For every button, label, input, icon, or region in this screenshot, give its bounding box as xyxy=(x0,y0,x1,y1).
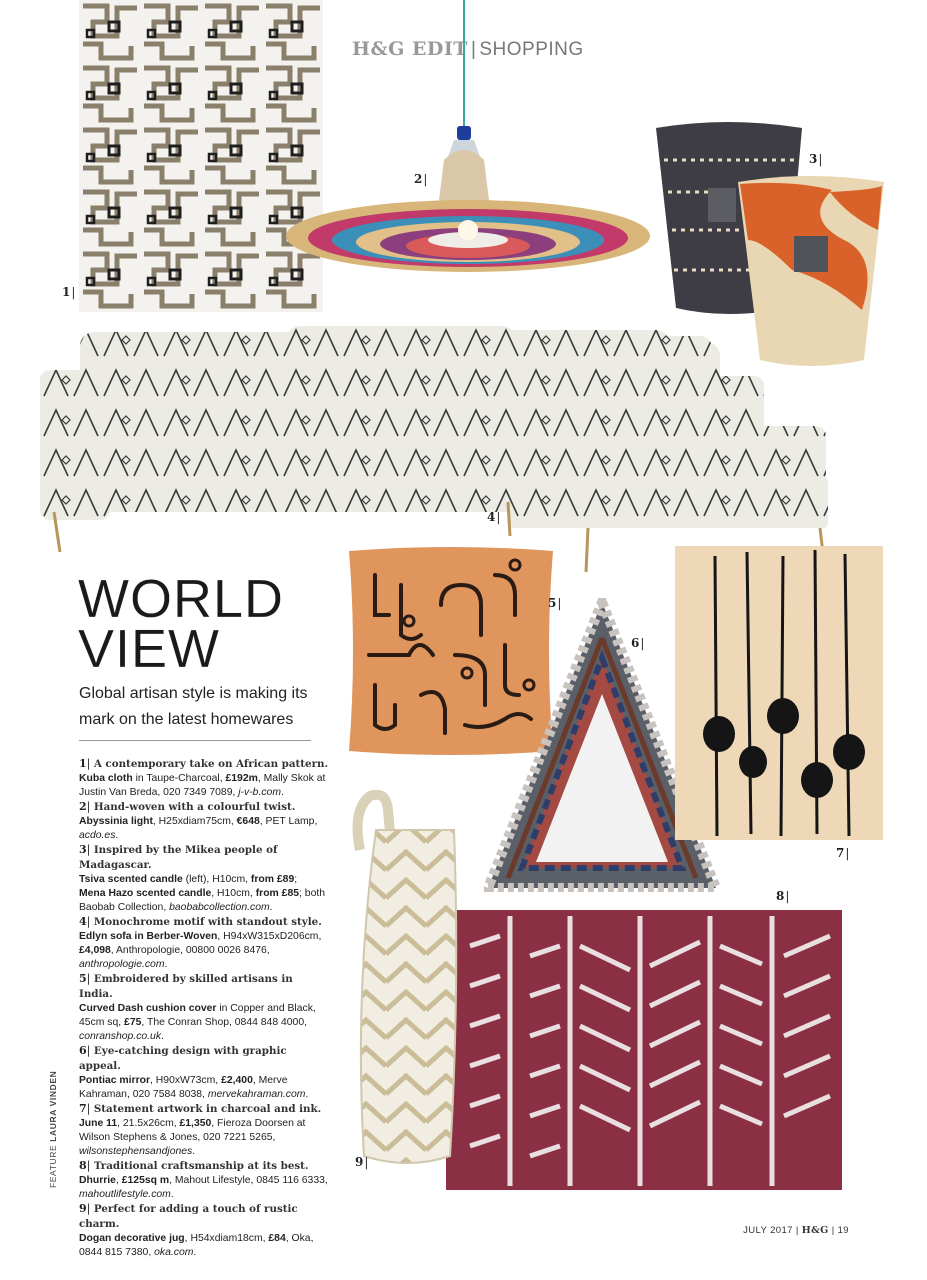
credit-2 xyxy=(79,800,329,843)
credit-detail: , H25xdiam75cm, xyxy=(152,816,237,827)
credit-detail: , Fieroza Doorsen at Wilson Stephens & Jones, 020 7221 5265, xyxy=(79,1118,306,1143)
credit-product: Tsiva scented candle xyxy=(79,874,183,885)
credit-number: 8 | xyxy=(79,1159,94,1172)
standfirst: Global artisan style is making its mark on the latest homewares xyxy=(79,685,308,728)
credit-product: Kuba cloth xyxy=(79,773,133,784)
byline-name: LAURA VINDEN xyxy=(48,1070,58,1142)
product-number-2: 2 | xyxy=(414,172,427,186)
credit-website-link[interactable]: mervekahraman.com xyxy=(207,1089,306,1100)
credit-7 xyxy=(79,1102,329,1159)
credit-detail: , Oka, 0844 815 7380, xyxy=(79,1233,314,1258)
section-title: SHOPPING xyxy=(479,39,584,60)
credit-number: 9 | xyxy=(79,1202,94,1215)
credit-detail: , Merve Kahraman, 020 7584 8038, xyxy=(79,1075,288,1100)
credit-product: June 11 xyxy=(79,1118,118,1129)
credit-detail: ; both Baobab Collection, xyxy=(79,888,326,913)
credit-end: . xyxy=(115,830,119,841)
product-number-6: 6 | xyxy=(631,636,644,650)
credit-headline: A contemporary take on African pattern. xyxy=(93,758,329,770)
credit-headline: Inspired by the Mikea people of Madagascar. xyxy=(79,844,278,871)
credit-detail: in Copper and Black, 45cm sq, xyxy=(79,1003,316,1028)
credit-end: . xyxy=(305,1089,309,1100)
credit-price: €648 xyxy=(236,816,260,827)
credit-end: . xyxy=(269,902,273,913)
credit-number: 4 | xyxy=(79,915,94,928)
credit-price: £125sq m xyxy=(121,1175,170,1186)
dhurrie-rug-image xyxy=(440,906,842,1190)
credit-price: £4,098 xyxy=(79,945,111,956)
credit-end: . xyxy=(193,1247,197,1258)
credit-headline: Traditional craftsmanship at its best. xyxy=(93,1160,309,1172)
credit-website-link[interactable]: acdo.es xyxy=(79,830,116,841)
divider-rule xyxy=(79,740,311,741)
credit-detail: , Mahout Lifestyle, 0845 116 6333, xyxy=(169,1175,328,1186)
product-number-9: 9 | xyxy=(355,1155,368,1169)
credit-detail: in Taupe-Charcoal, xyxy=(132,773,226,784)
credit-5 xyxy=(79,972,329,1044)
product-number-5: 5 | xyxy=(548,596,561,610)
byline-label: FEATURE xyxy=(48,1144,58,1188)
product-number-8: 8 | xyxy=(776,889,789,903)
credit-number: 6 | xyxy=(79,1044,94,1057)
credit-website-link[interactable]: j-v-b.com xyxy=(238,787,281,798)
credit-website-link[interactable]: baobabcollection.com xyxy=(169,902,270,913)
feature-byline xyxy=(48,1071,58,1188)
edlyn-sofa-image xyxy=(40,322,832,576)
credit-end: . xyxy=(280,787,284,798)
credit-4 xyxy=(79,915,329,972)
credit-detail: , Mally Skok at Justin Van Breda, 020 7349 7089, xyxy=(79,773,326,798)
credit-end: . xyxy=(192,1146,196,1157)
credit-detail: , H54xdiam18cm, xyxy=(184,1233,269,1244)
credit-website-link[interactable]: mahoutlifestyle.com xyxy=(79,1189,171,1200)
credit-end: . xyxy=(164,959,168,970)
credit-detail: , xyxy=(115,1175,122,1186)
title-line-2: VIEW xyxy=(78,619,221,679)
credit-1 xyxy=(79,757,329,800)
feature-title xyxy=(78,569,284,679)
credit-website-link[interactable]: anthropologie.com xyxy=(79,959,165,970)
credit-headline: Monochrome motif with standout style. xyxy=(93,916,322,928)
product-credits xyxy=(79,757,329,1260)
credit-end: . xyxy=(161,1031,164,1042)
credit-price: £84 xyxy=(268,1233,286,1244)
credit-number: 5 | xyxy=(79,972,94,985)
credit-3 xyxy=(79,843,329,915)
credit-price: £2,400 xyxy=(221,1075,253,1086)
june-11-artwork-image xyxy=(675,546,883,840)
credit-product: Curved Dash cushion cover xyxy=(79,1003,217,1014)
credit-product: Edlyn sofa in Berber-Woven xyxy=(79,931,218,942)
credit-product: Dhurrie xyxy=(79,1175,116,1186)
credit-detail: , Anthropologie, 00800 0026 8476, xyxy=(110,945,270,956)
credit-detail: , H94xW315xD206cm, xyxy=(217,931,322,942)
credit-detail: , 21.5x26cm, xyxy=(117,1118,180,1129)
credit-price: £192m xyxy=(225,773,258,784)
credit-product: Pontiac mirror xyxy=(79,1075,151,1086)
credit-headline: Eye-catching design with graphic appeal. xyxy=(79,1045,287,1072)
credit-detail: , H90xW73cm, xyxy=(150,1075,222,1086)
credit-detail: (left), H10cm, xyxy=(182,874,251,885)
credit-headline: Embroidered by skilled artisans in India. xyxy=(79,973,293,1000)
header-divider: | xyxy=(470,39,477,60)
dogan-jug-image xyxy=(346,790,462,1170)
abyssinia-light-image xyxy=(286,0,656,290)
credit-product: Abyssinia light xyxy=(79,816,153,827)
credit-headline: Hand-woven with a colourful twist. xyxy=(93,801,296,813)
credit-price: from £85 xyxy=(255,888,300,899)
credit-headline: Statement artwork in charcoal and ink. xyxy=(93,1103,322,1115)
credit-price: from £89 xyxy=(250,874,295,885)
credit-detail: , The Conran Shop, 0844 848 4000, xyxy=(141,1017,308,1028)
title-line-1: WORLD xyxy=(78,569,284,629)
folio-brand: H&G xyxy=(801,1225,829,1236)
credit-detail: , PET Lamp, xyxy=(259,816,318,827)
credit-product: Dogan decorative jug xyxy=(79,1233,185,1244)
product-number-7: 7 | xyxy=(836,846,849,860)
credit-website-link[interactable]: oka.com xyxy=(154,1247,194,1258)
credit-website-link[interactable]: wilsonstephensandjones xyxy=(79,1146,193,1157)
credit-price: £1,350 xyxy=(179,1118,212,1129)
credit-end: . xyxy=(170,1189,174,1200)
page-folio: JULY 2017 | H&G | 19 xyxy=(743,1225,849,1236)
credit-website-link[interactable]: conranshop.co.uk xyxy=(79,1031,162,1042)
credit-number: 7 | xyxy=(79,1102,94,1115)
product-number-3: 3 | xyxy=(809,152,822,166)
folio-page-number: 19 xyxy=(837,1225,849,1236)
product-number-4: 4 | xyxy=(487,510,500,524)
folio-date: JULY 2017 xyxy=(743,1225,793,1236)
credit-8 xyxy=(79,1159,329,1202)
credit-number: 3 | xyxy=(79,843,94,856)
credit-headline: Perfect for adding a touch of rustic charm. xyxy=(79,1203,298,1230)
credit-number: 1 | xyxy=(79,757,94,770)
credit-product: Mena Hazo scented candle xyxy=(79,888,212,899)
magazine-brand: H&G EDIT xyxy=(352,38,468,60)
credit-price: £75 xyxy=(124,1017,142,1028)
credit-number: 2 | xyxy=(79,800,94,813)
credit-6 xyxy=(79,1044,329,1102)
credit-detail: ; xyxy=(294,874,298,885)
product-number-1: 1 | xyxy=(62,285,75,299)
credit-detail: , H10cm, xyxy=(211,888,256,899)
credit-9 xyxy=(79,1202,329,1260)
